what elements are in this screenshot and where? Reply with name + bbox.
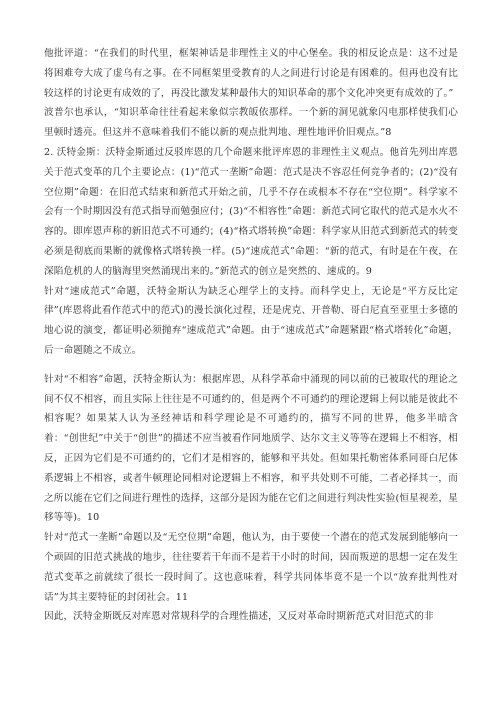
paragraph-conclusion: 因此，沃特金斯既反对库恩对常规科学的合理性描述，又反对革命时期新范式对旧范式的非 — [44, 611, 434, 623]
paragraph-monopoly: 针对“范式一垄断”命题以及“无空位期”命题，他认为，由于要使一个潜在的范式发展到能够向一个顽固的旧范式挑战的地步，往往要若干年而不是若干小时的时间，因而叛逆的思想一定在发生范式变革之前就续了很长一段时间了。这也意味着，科学共同体毕竟不是一个以“放弃批判性对话”为其主要特征的封闭社会。11 — [44, 532, 458, 603]
paragraph-gap — [44, 361, 458, 370]
paragraph-instant-paradigm: 针对“速成范式”命题，沃特金斯认为缺乏心理学上的支持。而科学史上，无论是“平方反比定律”(库恩将此看作范式中的范式)的漫长演化过程，还是虎克、开普勒、哥白尼直至亚里士多德的地心说的演变，都证明必须抛弃“速成范式”命题。由于“速成范式”命题紧跟“格式塔转化”命题，后一命题随之不成立。 — [44, 285, 458, 356]
paragraph-popper-concession: 波普尔也承认，“知识革命往往看起来象似宗教皈依那样。一个新的洞见就象闪电那样使我们心里顿时透亮。但这并不意味着我们不能以新的观点批判地、理性地评价旧观点。”8 — [44, 107, 458, 139]
paragraph-incompatibility: 针对“不相容”命题，沃特金斯认为：根据库恩，从科学革命中涌现的同以前的已被取代的理论之间不仅不相容，而且实际上往往是不可通约的，但是两个不可通约的理论逻辑上何以能是彼此不相容呢？如果某人认为圣经神话和科学理论是不可通约的，描写不同的世界，他多半暗含着：“创世纪”中关于“创世”的描述不应当被看作同地质学、达尔文主义等等在逻辑上不相容，相反，正因为它们是不可通约的，它们才是相容的，能够和平共处。但如果托勒密体系同哥白尼体系逻辑上不相容，或者牛顿理论同相对论逻辑上不相容，和平共处则不可能，二者必择其一，而之所以能在它们之间进行理性的选择，这部分是因为能在它们之间进行判决性实验(恒星视差，星移等等)。10 — [44, 373, 458, 524]
paragraph-popper-critique: 他批评道：“在我们的时代里，框架神话是非理性主义的中心堡垒。我的相反论点是：这不过是将困难夸大成了虚乌有之事。在不同框架里受教育的人之间进行讨论是有困难的。但再也没有比较这样的讨论更有成效的了，再没比激发某种最伟大的知识革命的那个文化冲突更有成效的了。” — [44, 48, 458, 99]
paragraph-watkins-theses: 2. 沃特金斯：沃特金斯通过反驳库恩的几个命题来批评库恩的非理性主义观点。他首先列出库恩关于范式变革的几个主要论点：(1)“范式一垄断”命题：范式是决不容忍任何竞争者的；(2)“没有空位期”命题：在旧范式结束和新范式开始之前，几乎不存在或根本不存在“空位期”。科学家不会有一个时期因没有范式指导而勉强应付；(3)“不相容性”命题：新范式同它取代的范式是水火不容的。即库恩声称的新旧范式不可通约；(4)“格式塔转换”命题：科学家从旧范式到新范式的转变必须是彻底而果断的就像格式塔转换一样。(5)“速成范式”命题：“新的范式，有时是在午夜，在深陷危机的人的脑海里突然涌现出来的。”新范式的创立是突然的、速成的。9 — [44, 146, 458, 277]
